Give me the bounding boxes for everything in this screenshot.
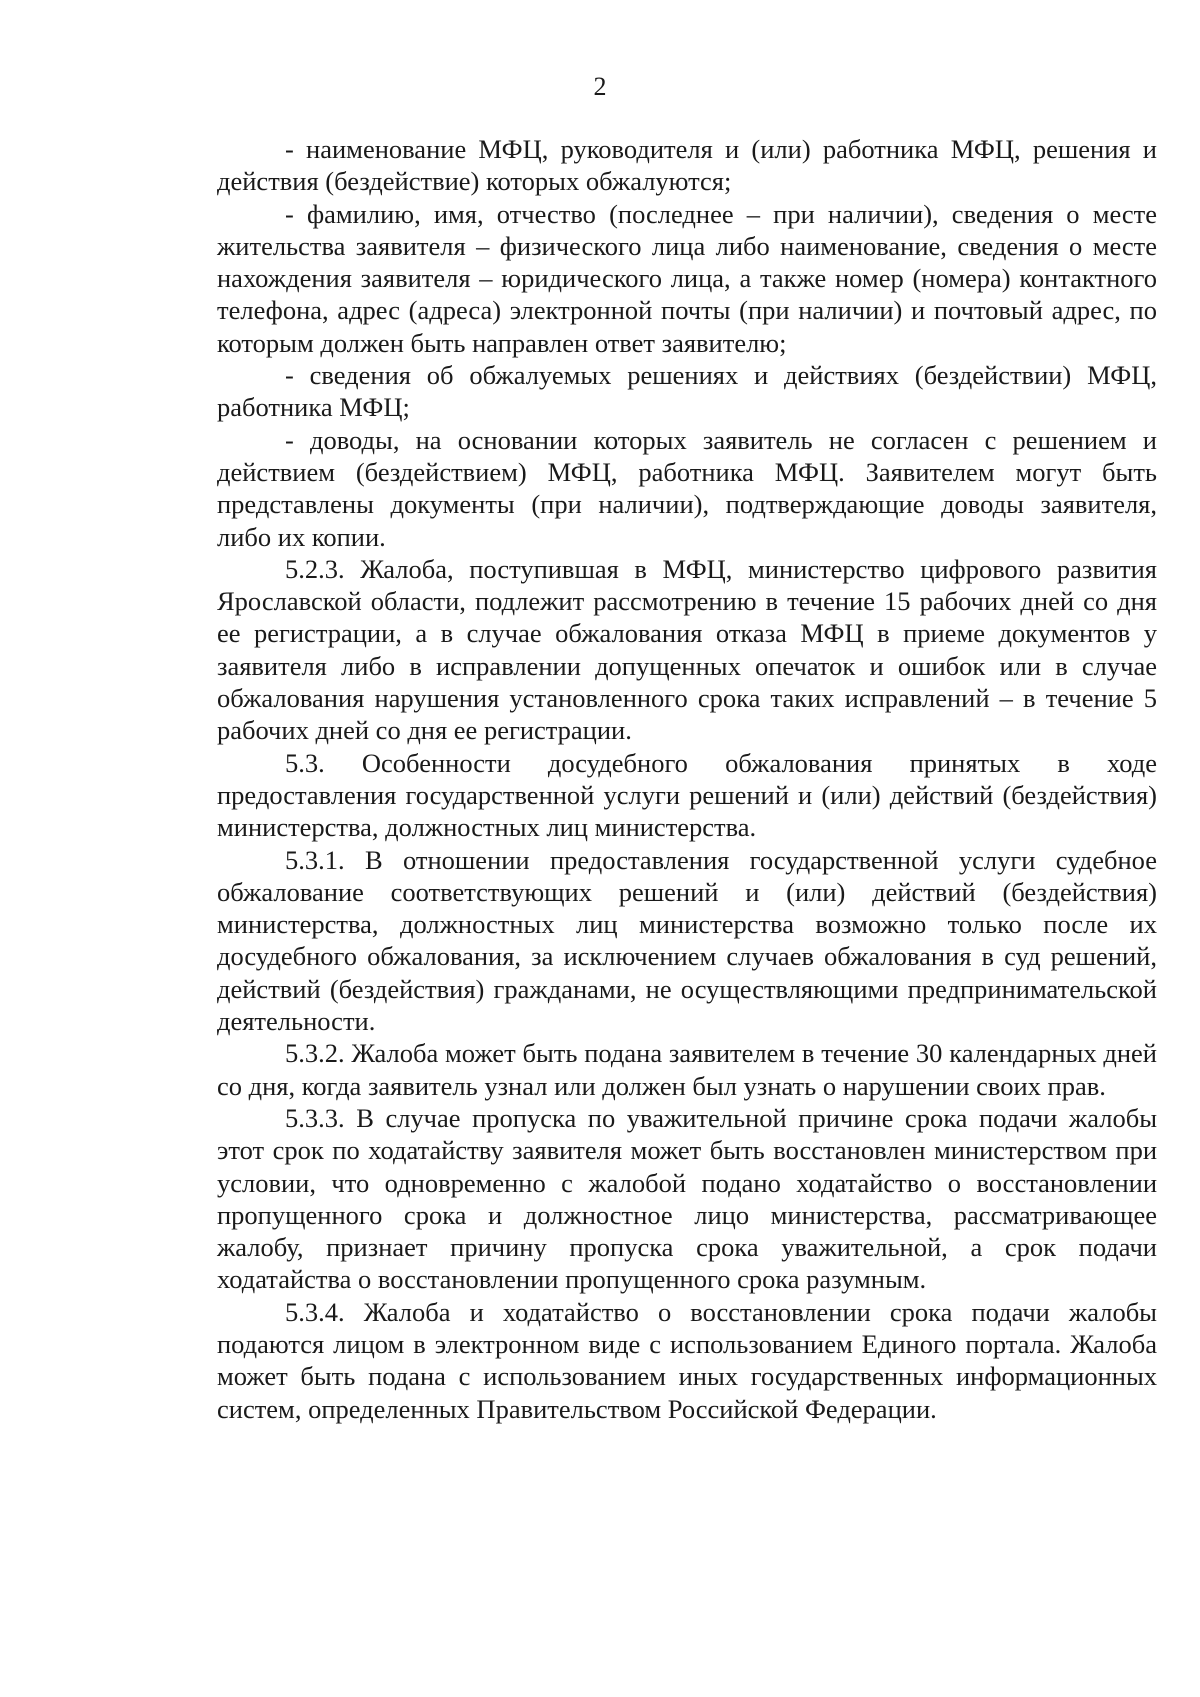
document-body [217, 133, 1157, 1425]
page-number: 2 [593, 72, 607, 101]
paragraph-5-2-3: 5.2.3. Жалоба, поступившая в МФЦ, министерство цифрового развития Ярославской области, подлежит рассмотрению в течение 15 рабочих дней со дня ее регистрации, а в случае обжалования отказа МФЦ в приеме документов у заявителя либо в исправлении допущенных опечаток и ошибок или в случае обжалования нарушения установленного срока таких исправлений – в течение 5 рабочих дней со дня ее регистрации. [217, 553, 1157, 746]
paragraph-appealed-decisions: - сведения об обжалуемых решениях и действиях (бездействии) МФЦ, работника МФЦ; [217, 360, 1157, 423]
paragraph-5-3-3: 5.3.3. В случае пропуска по уважительной причине срока подачи жалобы этот срок по ходатайству заявителя может быть восстановлен министерством при условии, что одновременно с жалобой подано ходатайство о восстановлении пропущенного срока и должностное лицо министерства, рассматривающее жалобу, признает причину пропуска срока уважительной, а срок подачи ходатайства о восстановлении пропущенного срока разумным. [217, 1102, 1157, 1295]
paragraph-arguments: - доводы, на основании которых заявитель не согласен с решением и действием (бездействием) МФЦ, работника МФЦ. Заявителем могут быть представлены документы (при наличии), подтверждающие доводы заявителя, либо их копии. [217, 424, 1157, 552]
paragraph-applicant-details: - фамилию, имя, отчество (последнее – при наличии), сведения о месте жительства заявителя – физического лица либо наименование, сведения о месте нахождения заявителя – юридического лица, а также номер (номера) контактного телефона, адрес (адреса) электронной почты (при наличии) и почтовый адрес, по которым должен быть направлен ответ заявителю; [217, 198, 1157, 358]
paragraph-5-3-1: 5.3.1. В отношении предоставления государственной услуги судебное обжалование соответствующих решений и (или) действий (бездействия) министерства, должностных лиц министерства возможно только после их досудебного обжалования, за исключением случаев обжалования в суд решений, действий (бездействия) гражданами, не осуществляющими предпринимательской деятельности. [217, 844, 1157, 1037]
paragraph-mfc-name: - наименование МФЦ, руководителя и (или) работника МФЦ, решения и действия (бездействие) которых обжалуются; [217, 134, 1157, 197]
paragraph-5-3: 5.3. Особенности досудебного обжалования принятых в ходе предоставления государственной услуги решений и (или) действий (бездействия) министерства, должностных лиц министерства. [217, 747, 1157, 843]
paragraph-5-3-2: 5.3.2. Жалоба может быть подана заявителем в течение 30 календарных дней со дня, когда заявитель узнал или должен был узнать о нарушении своих прав. [217, 1038, 1157, 1101]
paragraph-5-3-4: 5.3.4. Жалоба и ходатайство о восстановлении срока подачи жалобы подаются лицом в электронном виде с использованием Единого портала. Жалоба может быть подана с использованием иных государственных информационных систем, определенных Правительством Российской Федерации. [217, 1296, 1157, 1424]
